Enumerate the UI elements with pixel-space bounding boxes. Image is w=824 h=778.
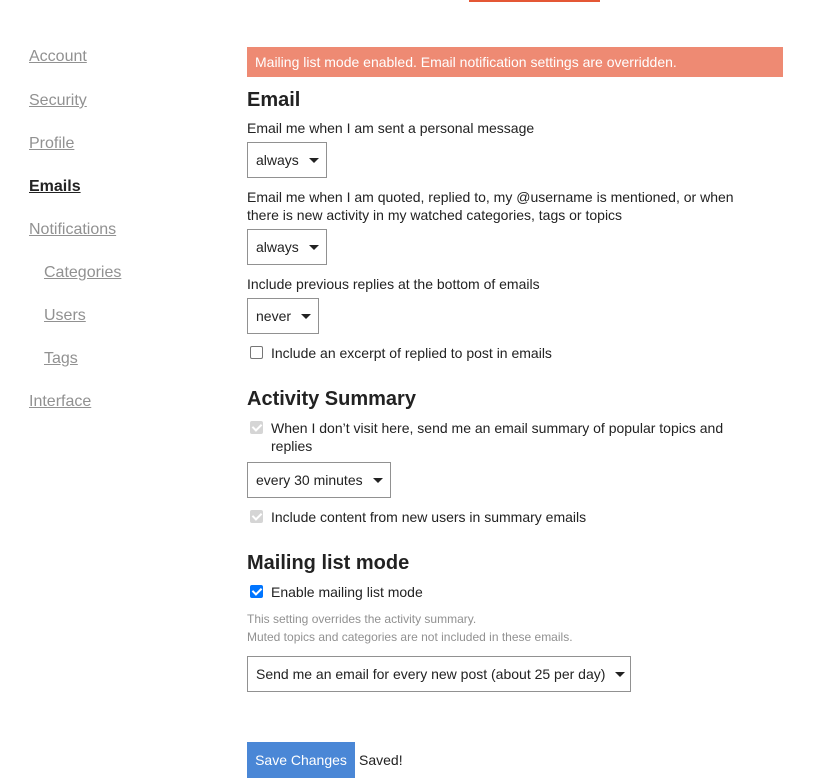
mentions-label: Email me when I am quoted, replied to, my @username is mentioned, or when there is new activity in my watched categories, tags or topics — [247, 189, 734, 223]
nav-security[interactable]: Security — [29, 92, 87, 109]
nav-notifications[interactable]: Notifications — [29, 221, 117, 238]
mailing-list-notice: Mailing list mode enabled. Email notification settings are overridden. — [247, 47, 783, 77]
summary-frequency-select[interactable] — [247, 462, 391, 498]
mailing-help-line-1: This setting overrides the activity summary. — [247, 612, 477, 626]
summary-label: When I don’t visit here, send me an email summary of popular topics and replies — [271, 420, 724, 454]
chevron-down-icon — [373, 478, 383, 483]
mentions-value: always — [256, 239, 299, 255]
summary-checkbox[interactable] — [250, 421, 263, 434]
header-accent-strip — [469, 0, 600, 2]
mailing-list-heading: Mailing list mode — [247, 552, 410, 574]
personal-message-select[interactable] — [247, 142, 327, 178]
mentions-select[interactable] — [247, 229, 327, 265]
nav-interface[interactable]: Interface — [29, 393, 92, 410]
chevron-down-icon — [309, 245, 319, 250]
chevron-down-icon — [615, 672, 625, 677]
nav-tags[interactable]: Tags — [44, 350, 78, 367]
mailing-list-option — [247, 583, 747, 601]
excerpt-option — [247, 344, 747, 362]
mailing-list-label: Enable mailing list mode — [271, 584, 423, 600]
mailing-help-line-2: Muted topics and categories are not included in these emails. — [247, 630, 573, 644]
nav-categories[interactable]: Categories — [44, 264, 122, 281]
previous-replies-label: Include previous replies at the bottom of emails — [247, 276, 540, 292]
nav-emails[interactable]: Emails — [29, 178, 81, 195]
chevron-down-icon — [309, 158, 319, 163]
previous-replies-value: never — [256, 308, 292, 324]
saved-status: Saved! — [359, 752, 403, 768]
nav-profile[interactable]: Profile — [29, 135, 75, 152]
email-heading: Email — [247, 89, 301, 111]
summary-frequency-value: every 30 minutes — [256, 472, 363, 488]
summary-option — [247, 419, 747, 455]
mailing-list-checkbox[interactable] — [250, 585, 263, 598]
personal-message-label: Email me when I am sent a personal message — [247, 120, 535, 136]
nav-account[interactable]: Account — [29, 48, 87, 65]
previous-replies-select[interactable] — [247, 298, 319, 334]
save-changes-button[interactable]: Save Changes — [247, 742, 355, 778]
new-users-label: Include content from new users in summary emails — [271, 509, 587, 525]
mailing-frequency-select[interactable] — [247, 656, 631, 692]
personal-message-value: always — [256, 152, 299, 168]
excerpt-label: Include an excerpt of replied to post in emails — [271, 345, 552, 361]
new-users-option — [247, 508, 747, 526]
mailing-frequency-value: Send me an email for every new post (about 25 per day) — [256, 666, 606, 682]
nav-users[interactable]: Users — [44, 307, 86, 324]
new-users-checkbox[interactable] — [250, 510, 263, 523]
activity-summary-heading: Activity Summary — [247, 388, 416, 410]
excerpt-checkbox[interactable] — [250, 346, 263, 359]
chevron-down-icon — [301, 314, 311, 319]
